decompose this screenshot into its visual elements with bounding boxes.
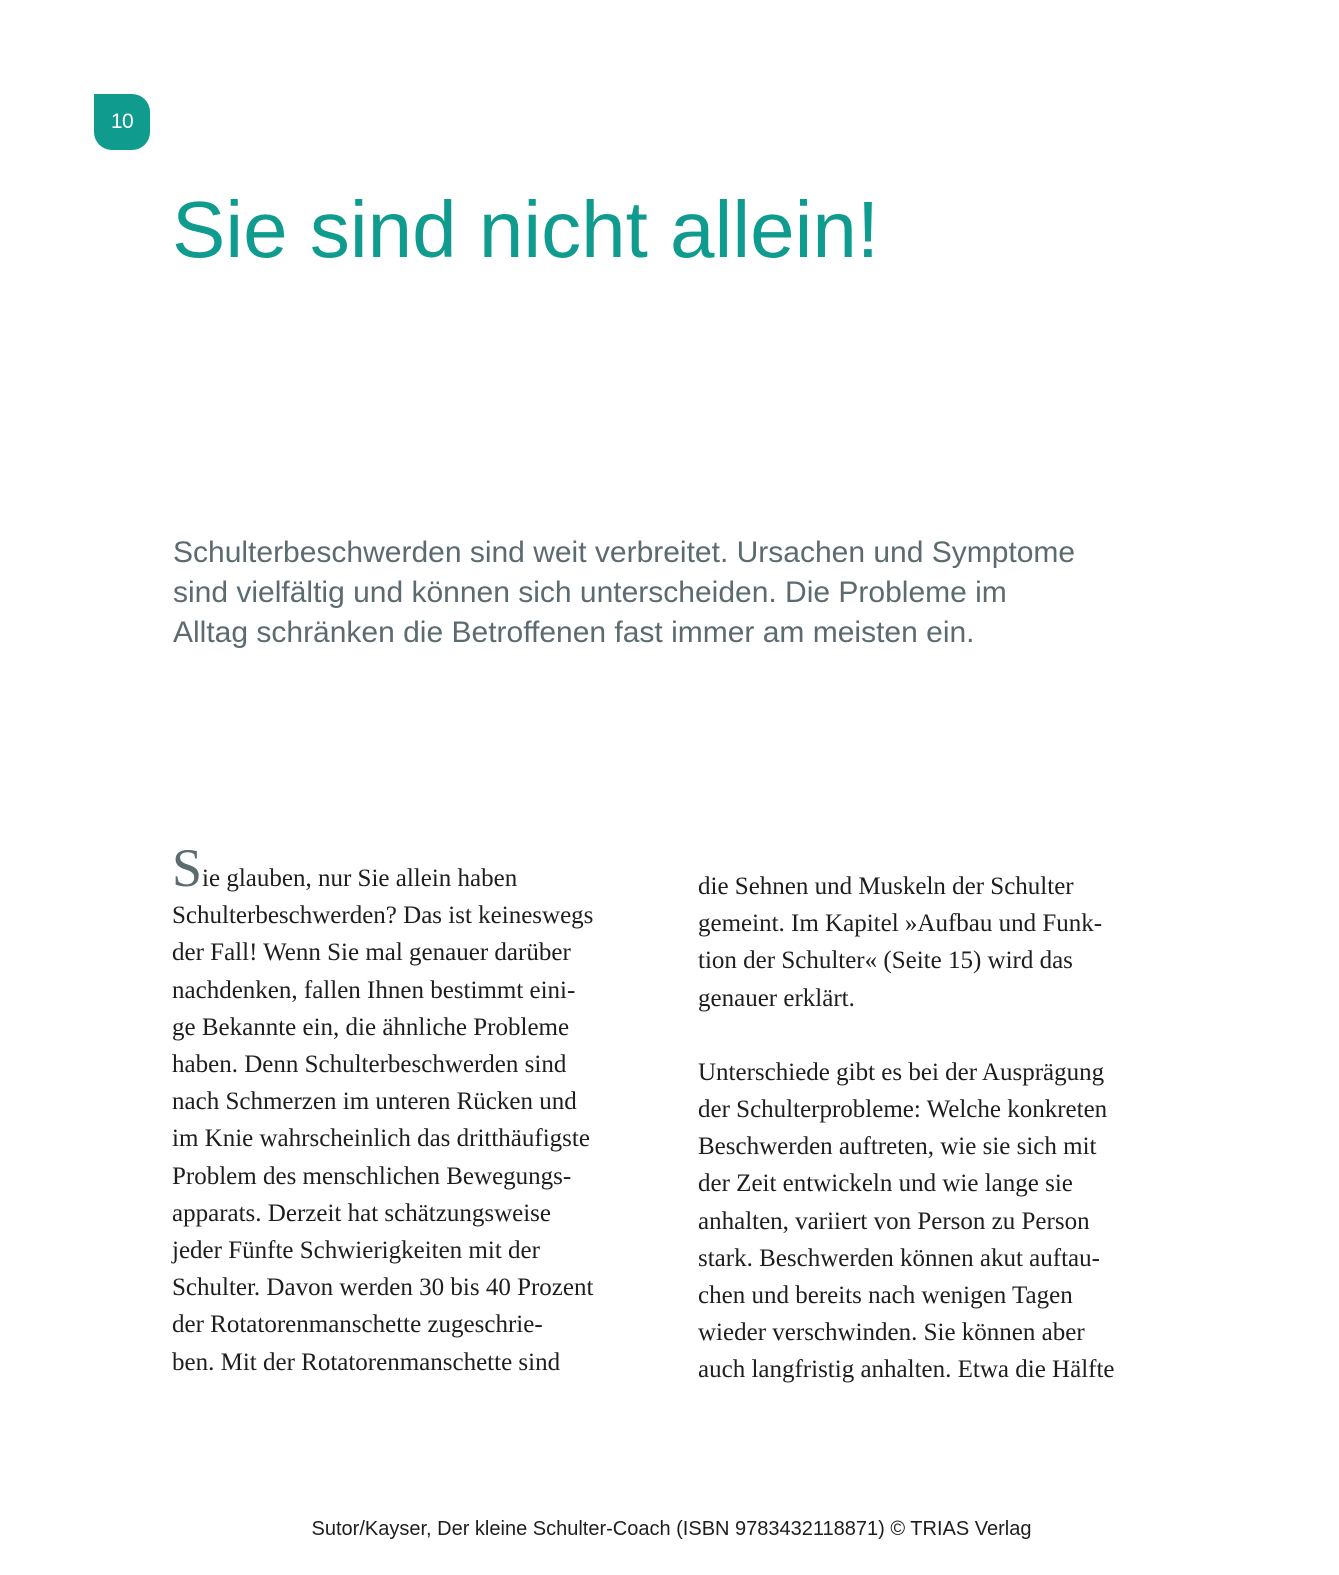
body-line: haben. Denn Schulterbeschwerden sind	[172, 1051, 567, 1079]
body-line: der Rotatorenmanschette zugeschrie-	[172, 1311, 543, 1339]
first-line	[172, 838, 652, 898]
footer-citation	[0, 1515, 1339, 1543]
body-line: Schulterbeschwerden? Das ist keineswegs	[172, 902, 594, 930]
body-line: chen und bereits nach wenigen Tagen	[698, 1282, 1073, 1310]
body-line: im Knie wahrscheinlich das dritthäufigste	[172, 1125, 590, 1153]
body-line: wieder verschwinden. Sie können aber	[698, 1319, 1085, 1347]
body-line: genauer erklärt.	[698, 984, 855, 1012]
body-line: anhalten, variiert von Person zu Person	[698, 1207, 1090, 1235]
body-line: jeder Fünfte Schwierigkeiten mit der	[172, 1237, 540, 1265]
intro-line: sind vielfältig und können sich unterscheiden. Die Probleme im	[173, 576, 1007, 609]
body-column-right	[698, 868, 1178, 1389]
drop-cap: S	[172, 838, 203, 898]
intro-line: Alltag schränken die Betroffenen fast immer am meisten ein.	[173, 616, 975, 649]
body-column-left	[172, 838, 652, 1381]
body-line: auch langfristig anhalten. Etwa die Hälfte	[698, 1356, 1115, 1384]
body-line: gemeint. Im Kapitel »Aufbau und Funk-	[698, 910, 1103, 938]
body-line: der Zeit entwickeln und wie lange sie	[698, 1170, 1073, 1198]
body-line: Unterschiede gibt es bei der Ausprägung	[698, 1058, 1105, 1086]
page-number-badge: 10	[94, 94, 150, 150]
body-line: nachdenken, fallen Ihnen bestimmt eini-	[172, 976, 576, 1004]
body-line: tion der Schulter« (Seite 15) wird das	[698, 947, 1073, 975]
body-line: apparats. Derzeit hat schätzungsweise	[172, 1199, 552, 1227]
body-line: Problem des menschlichen Bewegungs-	[172, 1162, 572, 1190]
first-line-text: ie glauben, nur Sie allein haben	[202, 865, 518, 892]
intro-line: Schulterbeschwerden sind weit verbreitet. Ursachen und Symptome	[173, 536, 1076, 569]
body-line: der Schulterprobleme: Welche konkreten	[698, 1096, 1108, 1124]
footer-text: Sutor/Kayser, Der kleine Schulter-Coach (ISBN 9783432118871) © TRIAS Verlag	[311, 1518, 1032, 1540]
body-line: Schulter. Davon werden 30 bis 40 Prozent	[172, 1274, 594, 1302]
page-title: Sie sind nicht allein!	[172, 185, 880, 274]
body-line: Beschwerden auftreten, wie sie sich mit	[698, 1133, 1097, 1161]
body-line: stark. Beschwerden können akut auftau-	[698, 1244, 1100, 1272]
body-line: ge Bekannte ein, die ähnliche Probleme	[172, 1013, 570, 1041]
intro-paragraph	[173, 533, 1173, 653]
body-line: die Sehnen und Muskeln der Schulter	[698, 873, 1074, 900]
paragraph-gap	[698, 1017, 1178, 1054]
body-line: nach Schmerzen im unteren Rücken und	[172, 1088, 577, 1116]
body-line: ben. Mit der Rotatorenmanschette sind	[172, 1348, 561, 1376]
body-line: der Fall! Wenn Sie mal genauer darüber	[172, 939, 571, 967]
